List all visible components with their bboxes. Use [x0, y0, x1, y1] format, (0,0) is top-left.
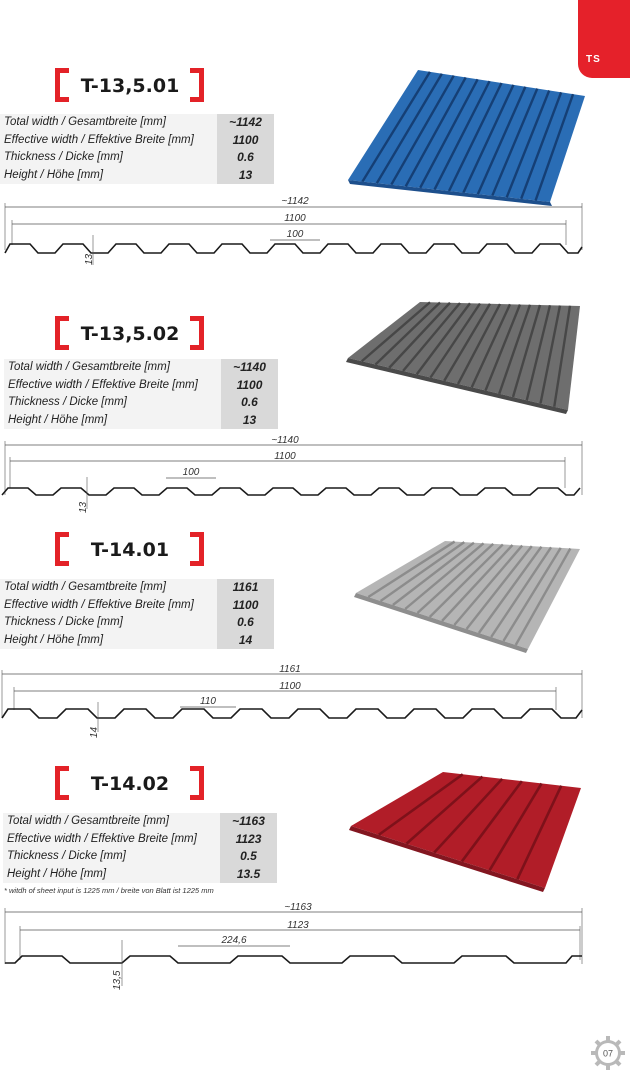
- spec-value: 1100: [221, 377, 278, 395]
- page-number-badge: [590, 1035, 626, 1071]
- title-bracket-left: [55, 532, 69, 566]
- height-label: 14: [89, 726, 100, 738]
- spec-value: 1123: [220, 831, 277, 849]
- profile-drawing: [0, 900, 630, 992]
- spec-table: [3, 813, 277, 883]
- title-bracket-left: [55, 316, 69, 350]
- spec-table: [0, 579, 274, 649]
- product-title: T-14.01: [90, 539, 170, 561]
- title-bracket-left: [55, 766, 69, 800]
- pitch-label: 100: [286, 229, 304, 240]
- effective-width-label: 1123: [287, 920, 309, 931]
- profile-line: [2, 709, 582, 718]
- profile-drawing: [0, 195, 630, 275]
- spec-label: Thickness / Dicke [mm]: [0, 149, 217, 167]
- profile-drawing: [0, 433, 630, 513]
- profile-drawing: [0, 660, 630, 740]
- spec-label: Effective width / Effektive Breite [mm]: [0, 132, 217, 150]
- spec-label: Total width / Gesamtbreite [mm]: [0, 114, 217, 132]
- title-bracket-left: [55, 68, 69, 102]
- pitch-label: 224,6: [221, 935, 247, 946]
- spec-row: [4, 412, 278, 430]
- spec-row: [4, 394, 278, 412]
- spec-value: ~1140: [221, 359, 278, 377]
- spec-value: 0.6: [217, 149, 274, 167]
- spec-value: ~1163: [220, 813, 277, 831]
- sheet-image: [350, 535, 590, 655]
- product-title: T-13,5.02: [80, 323, 180, 345]
- title-bracket-right: [190, 68, 204, 102]
- height-label: 13: [84, 253, 95, 265]
- sheet-image: [340, 296, 590, 416]
- spec-value: 13: [217, 167, 274, 185]
- spec-label: Total width / Gesamtbreite [mm]: [0, 579, 217, 597]
- sheet-input-note: * witdh of sheet input is 1225 mm / breite von Blatt ist 1225 mm: [4, 886, 214, 895]
- spec-row: [0, 132, 274, 150]
- spec-label: Effective width / Effektive Breite [mm]: [0, 597, 217, 615]
- spec-row: [0, 167, 274, 185]
- pitch-label: 100: [182, 467, 200, 478]
- spec-row: [3, 813, 277, 831]
- effective-width-label: 1100: [274, 451, 296, 462]
- product-title: T-13,5.01: [80, 75, 180, 97]
- effective-width-label: 1100: [284, 213, 306, 224]
- spec-table: [0, 114, 274, 184]
- spec-value: 0.5: [220, 848, 277, 866]
- title-bracket-right: [190, 316, 204, 350]
- spec-row: [3, 848, 277, 866]
- spec-row: [0, 579, 274, 597]
- profile-line: [2, 488, 580, 495]
- spec-value: 13.5: [220, 866, 277, 884]
- spec-row: [0, 632, 274, 650]
- total-width-label: ~1140: [271, 435, 299, 446]
- spec-value: 1100: [217, 597, 274, 615]
- spec-label: Thickness / Dicke [mm]: [0, 614, 217, 632]
- pitch-label: 110: [200, 696, 216, 707]
- spec-value: 1100: [217, 132, 274, 150]
- profile-line: [5, 956, 582, 963]
- sheet-image: [340, 62, 590, 208]
- total-width-label: ~1142: [281, 196, 309, 207]
- spec-row: [3, 866, 277, 884]
- height-label: 13: [78, 501, 89, 513]
- spec-label: Total width / Gesamtbreite [mm]: [3, 813, 220, 831]
- spec-value: 13: [221, 412, 278, 430]
- spec-row: [4, 377, 278, 395]
- spec-row: [3, 831, 277, 849]
- spec-label: Thickness / Dicke [mm]: [3, 848, 220, 866]
- sheet-body: [348, 70, 585, 202]
- spec-row: [0, 114, 274, 132]
- spec-row: [0, 597, 274, 615]
- spec-label: Total width / Gesamtbreite [mm]: [4, 359, 221, 377]
- spec-value: 0.6: [217, 614, 274, 632]
- title-bracket-right: [190, 532, 204, 566]
- spec-label: Effective width / Effektive Breite [mm]: [4, 377, 221, 395]
- total-width-label: ~1163: [284, 902, 312, 913]
- spec-row: [4, 359, 278, 377]
- height-label: 13,5: [112, 970, 123, 990]
- spec-label: Effective width / Effektive Breite [mm]: [3, 831, 220, 849]
- product-title: T-14.02: [90, 773, 170, 795]
- spec-label: Height / Höhe [mm]: [4, 412, 221, 430]
- spec-value: 1161: [217, 579, 274, 597]
- spec-value: 14: [217, 632, 274, 650]
- effective-width-label: 1100: [279, 681, 301, 692]
- spec-value: 0.6: [221, 394, 278, 412]
- spec-value: ~1142: [217, 114, 274, 132]
- spec-label: Height / Höhe [mm]: [0, 632, 217, 650]
- brand-tab-text: TS: [586, 54, 601, 65]
- spec-label: Height / Höhe [mm]: [0, 167, 217, 185]
- sheet-image: [345, 766, 590, 894]
- page-number: 07: [602, 1048, 614, 1059]
- profile-line: [5, 244, 582, 253]
- total-width-label: 1161: [279, 664, 301, 675]
- spec-label: Height / Höhe [mm]: [3, 866, 220, 884]
- title-bracket-right: [190, 766, 204, 800]
- spec-table: [4, 359, 278, 429]
- spec-label: Thickness / Dicke [mm]: [4, 394, 221, 412]
- spec-row: [0, 149, 274, 167]
- spec-row: [0, 614, 274, 632]
